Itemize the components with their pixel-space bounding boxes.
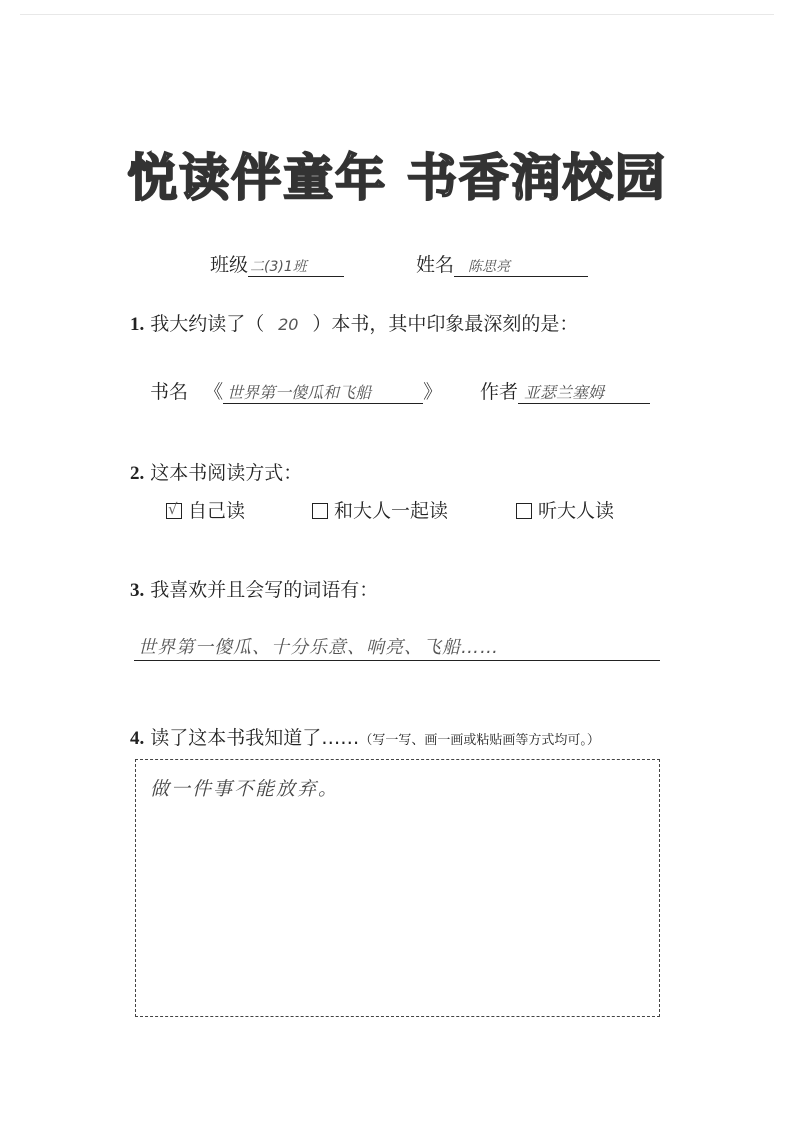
q4-answer: 做一件事不能放弃。 (150, 778, 340, 800)
q2-option-1[interactable] (312, 496, 448, 523)
author-label: 作者 (480, 381, 519, 403)
name-label: 姓名 (416, 254, 455, 276)
q4-answer-box[interactable] (135, 759, 660, 1017)
q2-option-2[interactable] (516, 496, 614, 523)
q1-text-before: 我大约读了（ (150, 313, 265, 335)
option-label: 自己读 (188, 500, 246, 522)
name-field[interactable] (454, 254, 588, 277)
class-value: 二(3)1班 (250, 259, 307, 275)
q4-hint: （写一写、画一画或粘贴画等方式均可。） (359, 733, 600, 748)
q1-number: 1. (130, 314, 145, 335)
author-value: 亚瑟兰塞姆 (524, 383, 605, 402)
name-row (416, 250, 588, 277)
class-field[interactable] (248, 254, 344, 277)
q2-text: 这本书阅读方式： (150, 462, 303, 484)
q4-row (130, 723, 600, 750)
page-top-border (20, 14, 774, 15)
q2-option-0[interactable] (166, 496, 245, 523)
check-mark-icon: √ (168, 500, 178, 518)
checkbox-read-with-adult[interactable] (312, 503, 328, 519)
book-label: 书名 (150, 381, 189, 403)
q1-count-value[interactable]: 20 (278, 315, 299, 334)
q1-author-row (480, 377, 650, 404)
q1-text-after: ）本书，其中印象最深刻的是： (312, 313, 579, 335)
book-value: 世界第一傻瓜和飞船 (227, 383, 372, 402)
class-label: 班级 (210, 254, 249, 276)
name-value: 陈思亮 (468, 259, 511, 275)
option-label: 和大人一起读 (334, 500, 449, 522)
q2-number: 2. (130, 463, 145, 484)
q1-book-row (150, 377, 442, 404)
q3-answer[interactable]: 世界第一傻瓜、十分乐意、响亮、飞船…… (138, 637, 499, 658)
page-title: 悦读伴童年 书香润校园 (127, 149, 667, 207)
q3-answer-line (134, 660, 660, 661)
header-row (210, 250, 344, 277)
checkbox-listen-to-adult[interactable] (516, 503, 532, 519)
book-open-bracket: 《 (204, 381, 224, 403)
option-label: 听大人读 (538, 500, 615, 522)
author-field[interactable] (518, 380, 650, 404)
q3-number: 3. (130, 580, 145, 601)
book-field[interactable] (223, 380, 423, 404)
book-close-bracket: 》 (423, 381, 443, 403)
q2-row (130, 458, 302, 485)
q4-number: 4. (130, 728, 145, 749)
q3-text: 我喜欢并且会写的词语有： (150, 579, 379, 601)
q4-text: 读了这本书我知道了…… (150, 727, 360, 749)
q1-row (130, 309, 578, 336)
q3-row (130, 575, 378, 602)
checkbox-self-read[interactable] (166, 500, 182, 519)
